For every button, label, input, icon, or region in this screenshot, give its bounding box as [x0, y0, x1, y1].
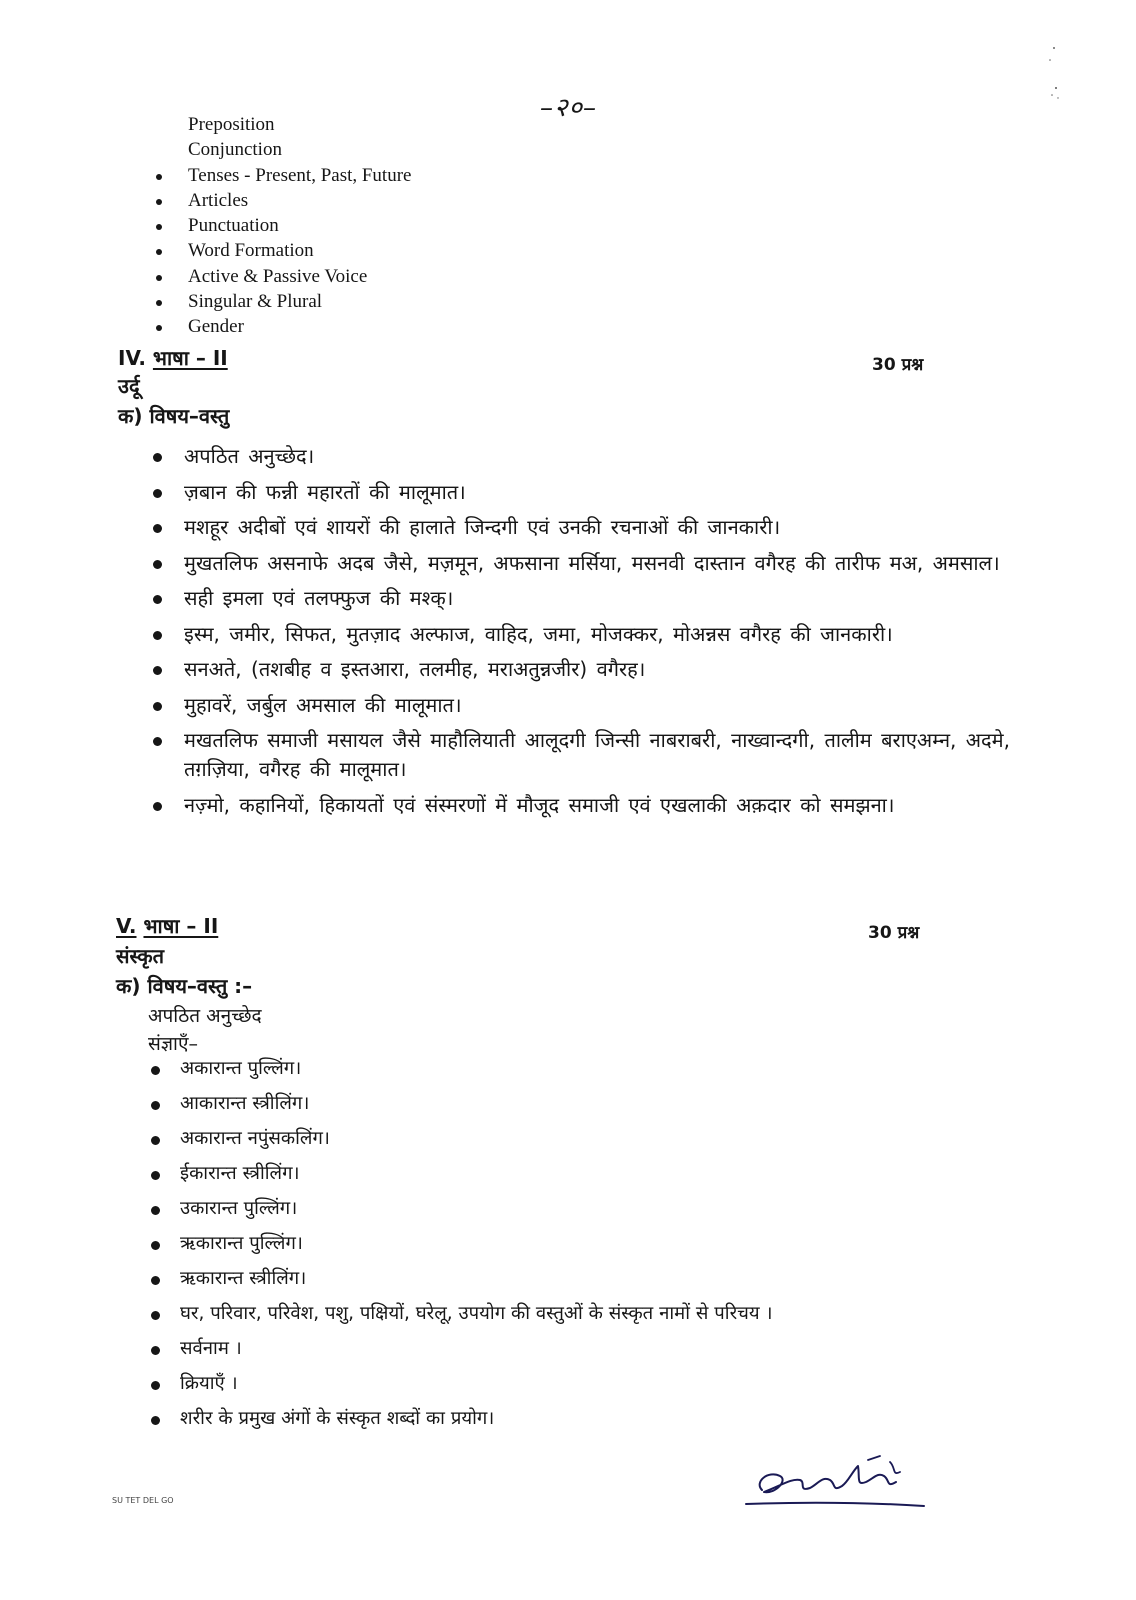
- list-item: सही इमला एवं तलफ्फुज की मश्क्।: [150, 584, 1010, 613]
- section-v-subheading: क) विषय–वस्तु :–: [116, 974, 253, 998]
- list-item-text: Gender: [188, 316, 244, 338]
- section-v-numeral: V.: [116, 914, 137, 938]
- list-item-text: Word Formation: [188, 240, 314, 262]
- section-v-line-unseen-passage: अपठित अनुच्छेद: [148, 1005, 262, 1027]
- list-item: [150, 289, 650, 314]
- section-iv-numeral: IV.: [118, 346, 146, 370]
- list-item: ऋकारान्त स्त्रीलिंग।: [148, 1265, 1008, 1300]
- handwritten-signature: [740, 1442, 930, 1522]
- list-item: नज़्मो, कहानियों, हिकायतों एवं संस्मरणों में मौजूद समाजी एवं एखलाकी अक़दार को समझना।: [150, 791, 1010, 820]
- section-iv-title: भाषा – II: [152, 346, 228, 370]
- list-item: घर, परिवार, परिवेश, पशु, पक्षियों, घरेलू, उपयोग की वस्तुओं के संस्कृत नामों से परिचय ।: [148, 1300, 1008, 1335]
- list-item: क्रियाएँ ।: [148, 1370, 1008, 1405]
- urdu-content-list: [150, 442, 1010, 826]
- list-item: सर्वनाम ।: [148, 1335, 1008, 1370]
- list-item: ज़बान की फन्नी महारतों की मालूमात।: [150, 478, 1010, 507]
- list-item: [150, 137, 650, 162]
- list-item: अकारान्त नपुंसकलिंग।: [148, 1125, 1008, 1160]
- section-iv-subheading: क) विषय–वस्तु: [118, 404, 230, 428]
- list-item: मुहावरें, जर्बुल अमसाल की मालूमात।: [150, 691, 1010, 720]
- list-item: आकारान्त स्त्रीलिंग।: [148, 1090, 1008, 1125]
- list-item: अपठित अनुच्छेद।: [150, 442, 1010, 471]
- page-number: –२०–: [540, 93, 598, 123]
- list-item: [150, 238, 650, 263]
- list-item: [150, 314, 650, 339]
- section-iv-marks: 30 प्रश्न: [872, 355, 924, 375]
- list-item: [150, 264, 650, 289]
- list-item: [150, 112, 650, 137]
- list-item: अकारान्त पुल्लिंग।: [148, 1055, 1008, 1090]
- section-v-marks: 30 प्रश्न: [868, 923, 920, 943]
- list-item: मुखतलिफ असनाफे अदब जैसे, मज़मून, अफसाना मर्सिया, मसनवी दास्तान वगैरह की तारीफ मअ, अमसाल।: [150, 549, 1010, 578]
- section-iv-language: उर्दू: [118, 374, 140, 398]
- list-item: ईकारान्त स्त्रीलिंग।: [148, 1160, 1008, 1195]
- section-v-title: भाषा – II: [143, 914, 219, 938]
- list-item: मशहूर अदीबों एवं शायरों की हालाते जिन्दगी एवं उनकी रचनाओं की जानकारी।: [150, 513, 1010, 542]
- list-item-text: Punctuation: [188, 215, 279, 237]
- list-item: शरीर के प्रमुख अंगों के संस्कृत शब्दों का प्रयोग।: [148, 1405, 1008, 1440]
- list-item: ऋकारान्त पुल्लिंग।: [148, 1230, 1008, 1265]
- section-v-line-nouns: संज्ञाएँ–: [148, 1033, 198, 1055]
- list-item: मखतलिफ समाजी मसायल जैसे माहौलियाती आलूदगी जिन्सी नाबराबरी, नाख्वान्दगी, तालीम बराएअम्न, अदमे, तग़ज़िया, वगैरह की मालूमात।: [150, 726, 1010, 784]
- section-v-language: संस्कृत: [116, 944, 165, 968]
- list-item: इस्म, जमीर, सिफत, मुतज़ाद अल्फाज, वाहिद, जमा, मोजक्कर, मोअन्नस वगैरह की जानकारी।: [150, 620, 1010, 649]
- section-iv-heading: [118, 344, 228, 371]
- list-item-text: Singular & Plural: [188, 291, 323, 313]
- list-item-text: Articles: [188, 189, 249, 211]
- section-v-heading: [116, 912, 218, 939]
- list-item: [150, 188, 650, 213]
- list-item-text: Preposition: [188, 114, 275, 135]
- list-item: [150, 213, 650, 238]
- list-item: उकारान्त पुल्लिंग।: [148, 1195, 1008, 1230]
- scan-specks: [1040, 40, 1070, 110]
- sanskrit-content-list: [148, 1055, 1008, 1440]
- english-grammar-list: [150, 112, 650, 340]
- list-item: सनअते, (तशबीह व इस्तआरा, तलमीह, मराअतुन्नजीर) वगैरह।: [150, 655, 1010, 684]
- list-item-text: Active & Passive Voice: [188, 265, 368, 287]
- list-item-text: Tenses - Present, Past, Future: [188, 164, 412, 186]
- list-item: [150, 163, 650, 188]
- footer-code: SU TET DEL GO: [112, 1496, 174, 1505]
- list-item-text: Conjunction: [188, 139, 282, 161]
